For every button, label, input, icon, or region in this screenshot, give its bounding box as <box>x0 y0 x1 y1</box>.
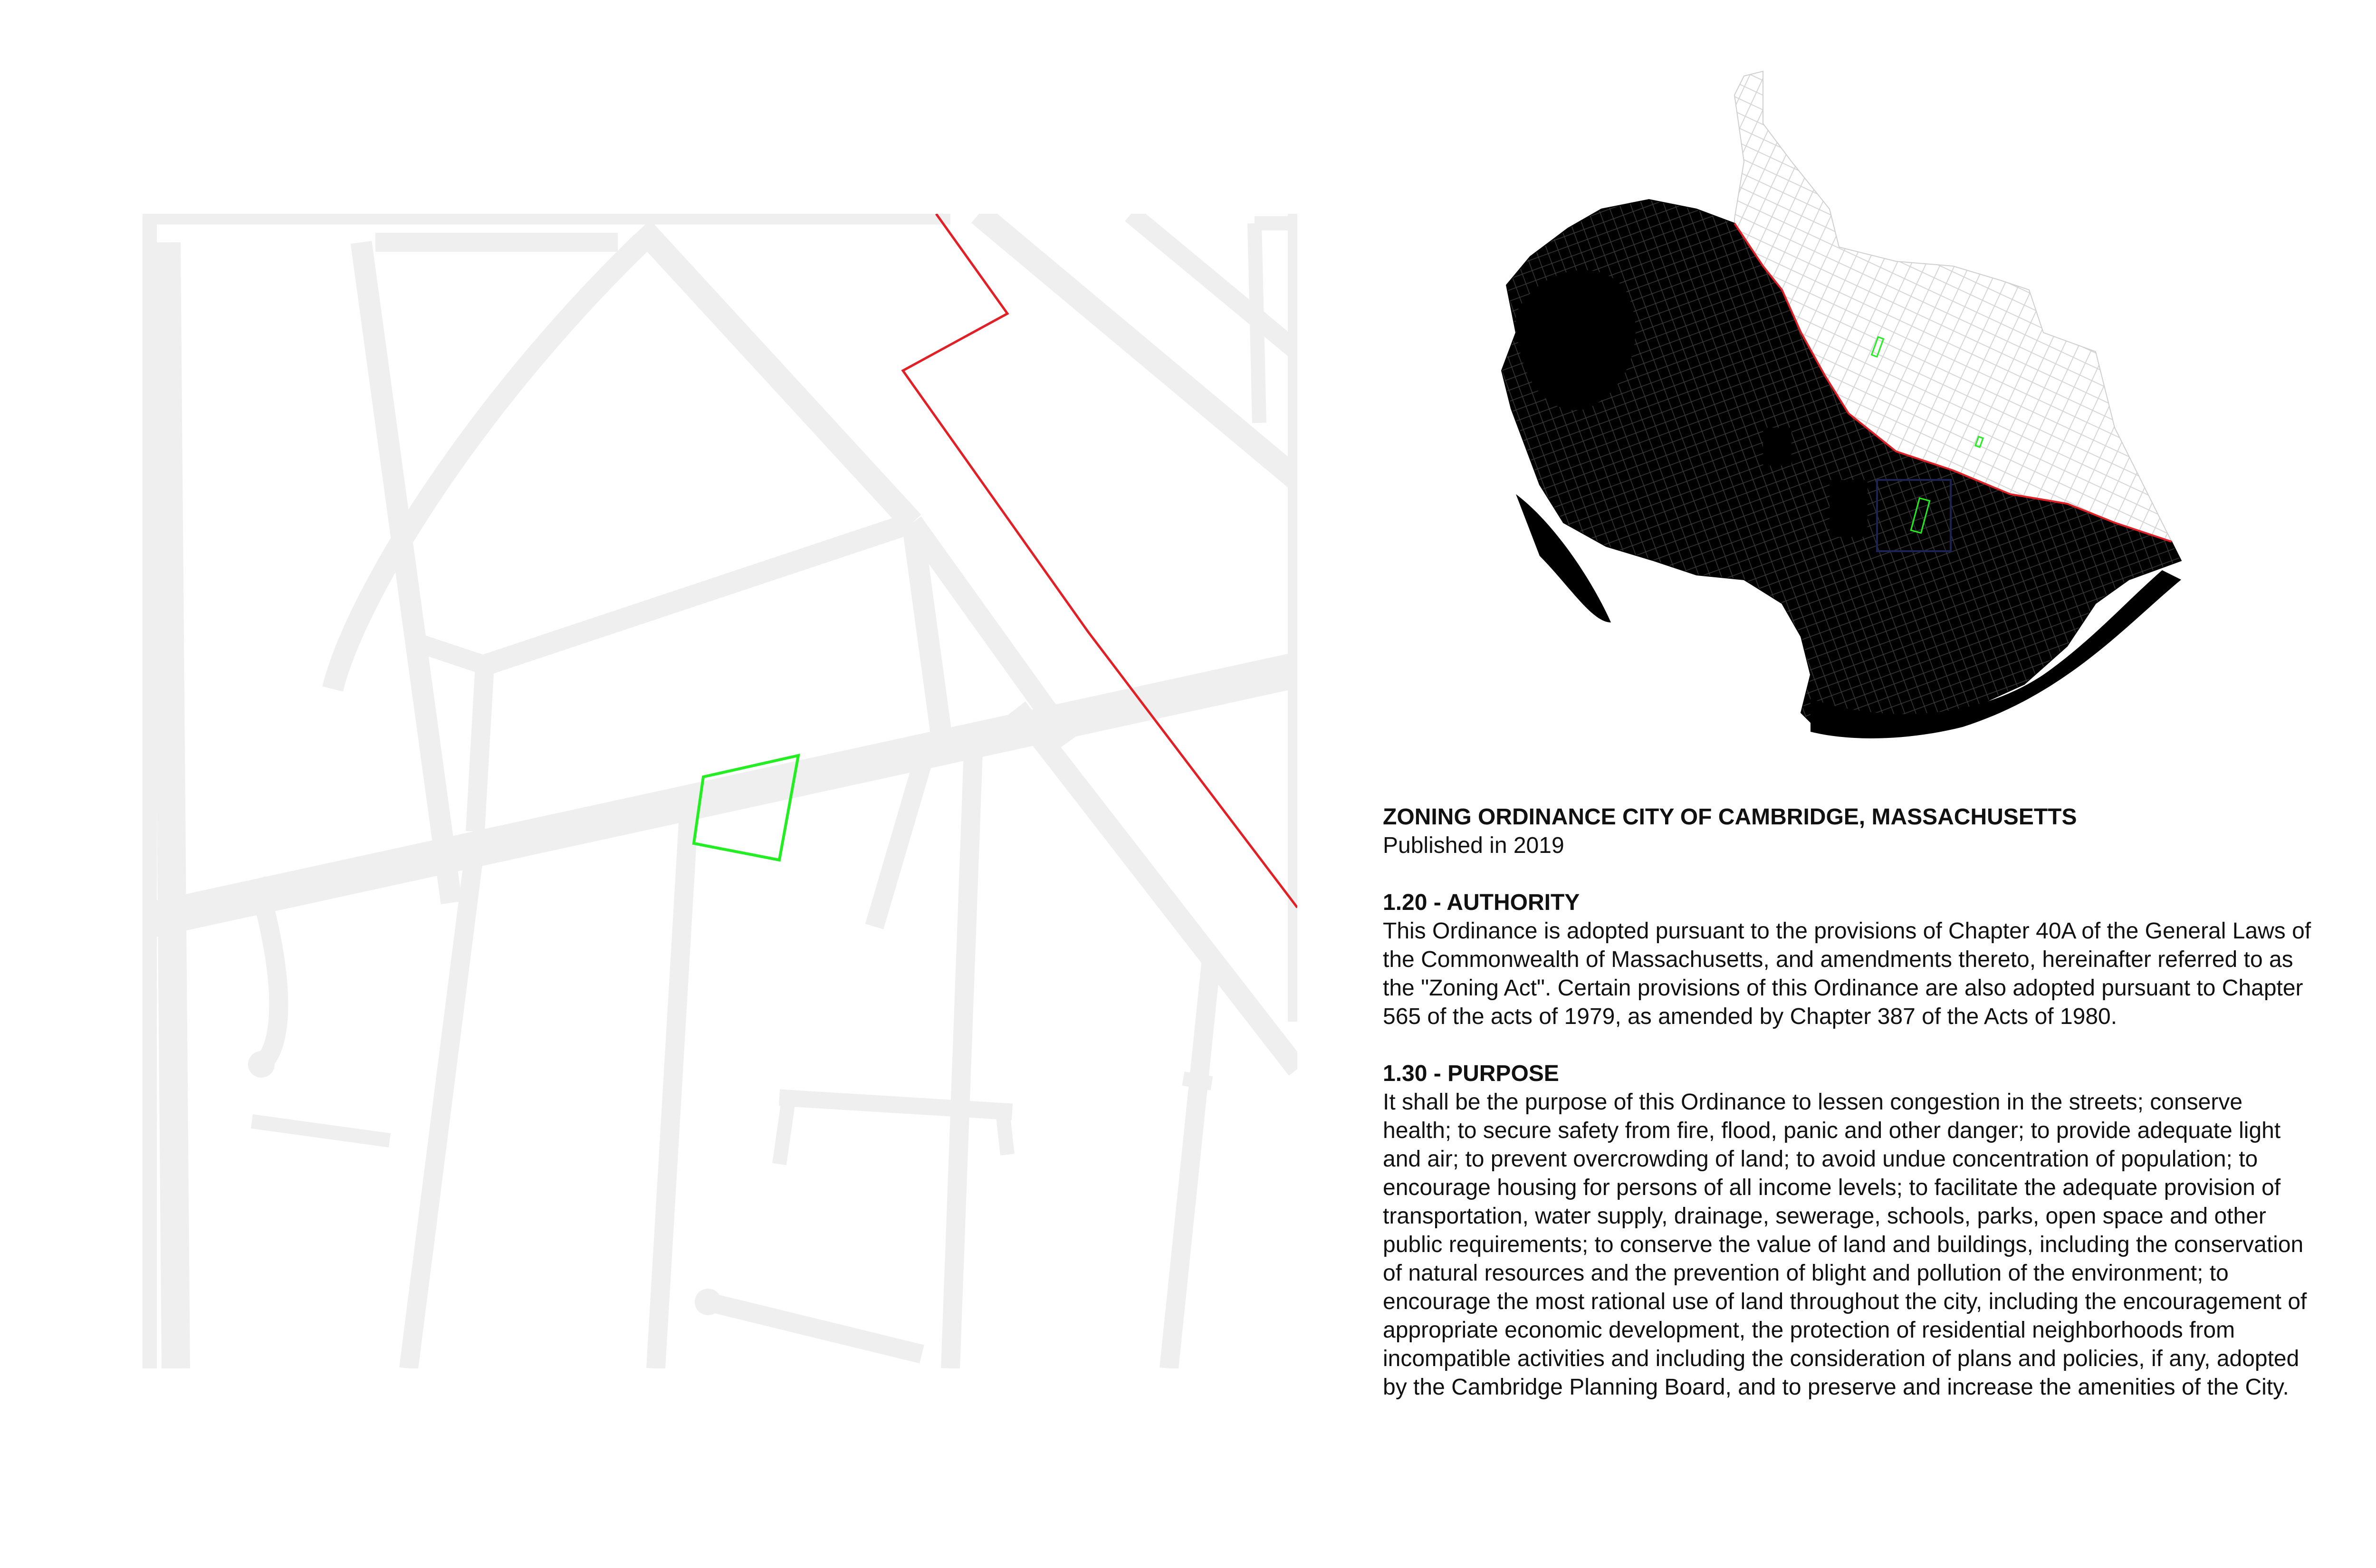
section-body: It shall be the purpose of this Ordinance to lessen congestion in the streets; conserve health; to secure safety from fire, flood, panic and other danger; to provide adequate light and air; to prevent overcrowding of land; to avoid undue concentration of population; to encourage housing for persons of all income levels; to facilitate the adequate provision of transportation, water supply, drainage, sewerage, schools, parks, open space and other public requirements; to conserve the value of land and buildings, including the conservation of natural resources and the prevention of blight and pollution of the environment; to encourage the most rational use of land throughout the city, including the encouragement of appropriate economic development, the protection of residential neighborhoods from incompatible activities and including the consideration of plans and policies, if any, adopted by the Cambridge Planning Board, and to preserve and increase the amenities of the City. <box>1383 1090 2307 1400</box>
section-purpose <box>1383 1060 2314 1402</box>
street-network <box>143 214 1297 1368</box>
overview-city-map <box>1497 67 2281 779</box>
section-heading: 1.20 - AUTHORITY <box>1383 890 1580 915</box>
dark-block <box>1763 428 1792 466</box>
dark-block <box>1830 480 1868 537</box>
ordinance-text <box>1383 803 2314 1402</box>
detail-street-map <box>143 214 1297 1368</box>
document-title: ZONING ORDINANCE CITY OF CAMBRIDGE, MASSACHUSETTS <box>1383 804 2077 830</box>
section-authority <box>1383 889 2314 1031</box>
document-subtitle: Published in 2019 <box>1383 833 1564 858</box>
section-heading: 1.30 - PURPOSE <box>1383 1061 1559 1086</box>
section-body: This Ordinance is adopted pursuant to the provisions of Chapter 40A of the General Laws of the Commonwealth of Massachusetts, and amendments thereto, hereinafter referred to as the "Zoning Act". Certain provisions of this Ordinance are also adopted pursuant to Chapter 565 of the acts of 1979, as amended by Chapter 387 of the Acts of 1980. <box>1383 918 2311 1029</box>
